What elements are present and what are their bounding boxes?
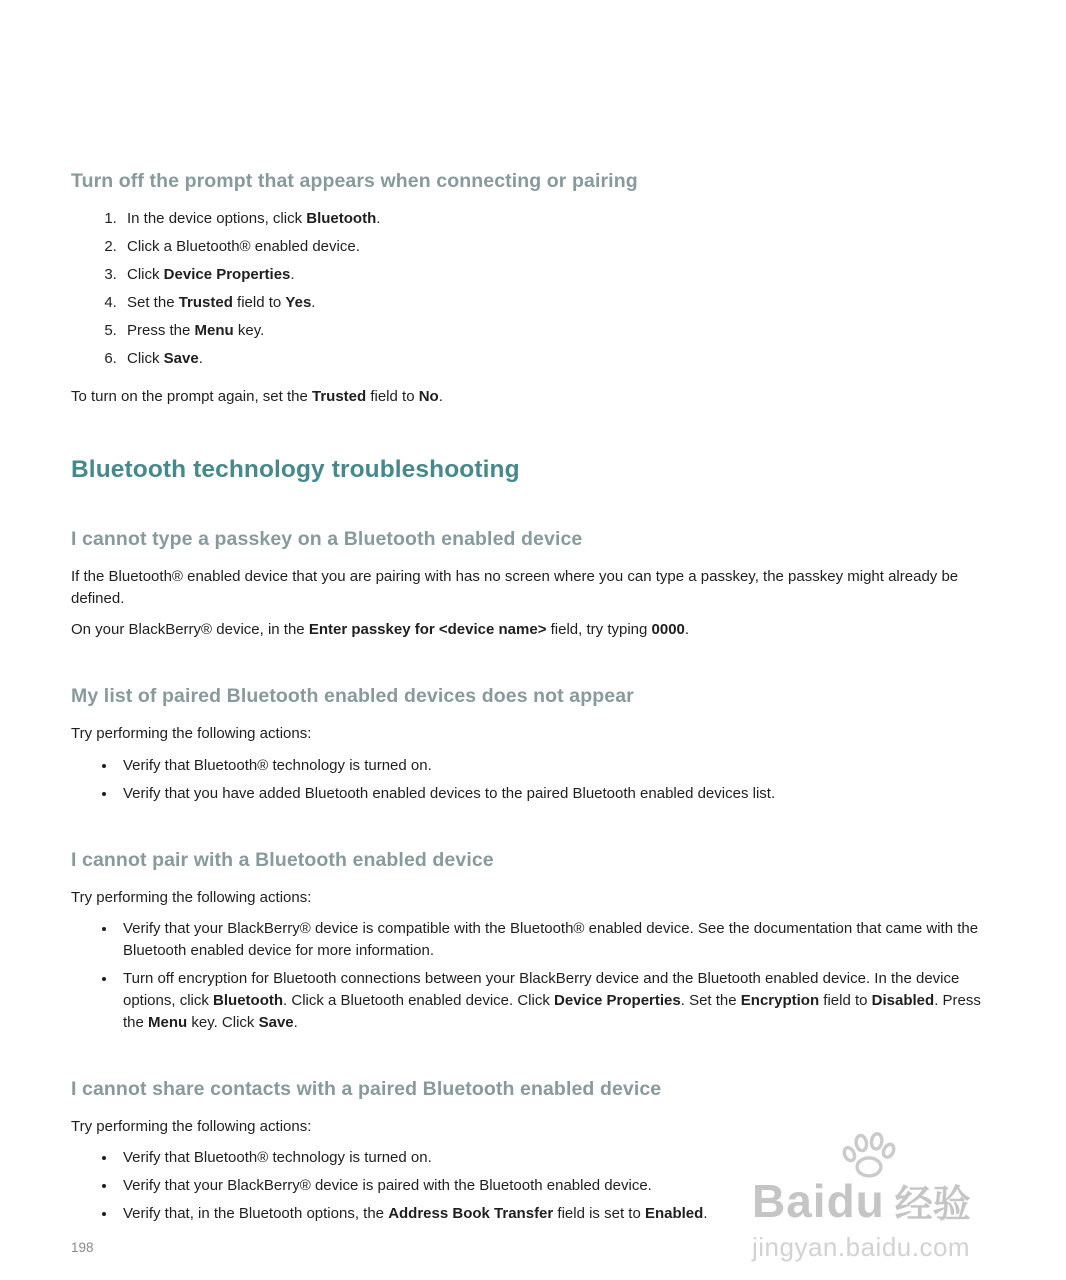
bullet-list (71, 918, 995, 1034)
text-run: To turn on the prompt again, set the (71, 388, 312, 406)
text-run-bold: Trusted (178, 294, 233, 312)
watermark-brand-cn: 经验 (894, 1184, 971, 1226)
text-run-bold: Encryption (740, 991, 820, 1009)
section-heading: I cannot share contacts with a paired Bluetooth enabled device (71, 1077, 662, 1100)
text-run: Set the (127, 294, 179, 312)
text-run: . (198, 350, 203, 368)
list-item (117, 783, 995, 805)
text-run-bold: Device Properties (554, 991, 681, 1009)
text-run: . Set the (680, 991, 741, 1009)
text-run: In the device options, click (127, 210, 307, 227)
page-number: 198 (71, 1240, 94, 1255)
watermark-brand-row (752, 1175, 1012, 1227)
document-body (71, 170, 995, 1225)
text-run: Try performing the following actions: (71, 1117, 312, 1135)
text-run: . Press the (123, 991, 981, 1031)
text-run: Verify that you have added Bluetooth enabled devices to the paired Bluetooth enabled devices list. (123, 784, 776, 802)
chapter-heading: Bluetooth technology troubleshooting (71, 456, 520, 484)
paragraph (71, 566, 995, 610)
watermark-url: jingyan.baidu.com (752, 1232, 971, 1262)
baidu-watermark (752, 1132, 1012, 1263)
text-run-bold: Device Properties (163, 266, 291, 284)
section-heading: My list of paired Bluetooth enabled devices does not appear (71, 685, 634, 708)
section-heading: I cannot pair with a Bluetooth enabled device (71, 848, 494, 871)
text-run: . (290, 266, 295, 284)
text-run: Try performing the following actions: (71, 888, 312, 906)
text-run: . (311, 294, 316, 312)
text-run-bold: Enabled (644, 1205, 704, 1223)
paragraph (71, 619, 995, 641)
list-item (121, 264, 995, 286)
text-run-bold: 0000 (651, 621, 685, 639)
paragraph (71, 386, 995, 408)
list-item (121, 236, 995, 258)
text-run: key. (233, 322, 265, 340)
text-run-bold: Bluetooth (213, 991, 284, 1009)
text-run-bold: Enter passkey for <device name> (308, 621, 547, 639)
text-run: If the Bluetooth® enabled device that you are pairing with has no screen where you can type a passkey, the passkey might already be defined. (71, 568, 959, 608)
text-run: field is set to (553, 1205, 645, 1223)
list-item (121, 320, 995, 342)
list-item (117, 755, 995, 777)
text-run: . (293, 1013, 298, 1031)
text-run: . (438, 388, 443, 406)
list-item (117, 968, 995, 1034)
text-run-bold: Save (258, 1013, 294, 1031)
paw-icon (840, 1132, 1012, 1178)
text-run: Press the (127, 322, 195, 340)
paragraph (71, 887, 995, 909)
bullet-list (71, 755, 995, 805)
text-run-bold: Bluetooth (306, 210, 377, 227)
text-run-bold: Trusted (311, 388, 367, 406)
text-run: Click (127, 350, 164, 368)
text-run-bold: Menu (148, 1013, 188, 1031)
text-run: . (376, 210, 381, 227)
section-heading: Turn off the prompt that appears when connecting or pairing (71, 170, 638, 192)
text-run-bold: Disabled (871, 991, 935, 1009)
text-run: Verify that your BlackBerry® device is paired with the Bluetooth enabled device. (123, 1176, 652, 1194)
text-run: Click a Bluetooth® enabled device. (127, 238, 360, 256)
text-run: field to (819, 991, 872, 1009)
numbered-list (71, 208, 995, 370)
text-run: Click (127, 266, 164, 284)
text-run-bold: Yes (285, 294, 312, 312)
list-item (121, 208, 995, 230)
text-run: field to (232, 294, 286, 312)
text-run: On your BlackBerry® device, in the (71, 621, 309, 639)
text-run: Verify that your BlackBerry® device is compatible with the Bluetooth® enabled device. See the documentation that came with the Bluetooth enabled device for more information. (123, 919, 979, 959)
list-item (117, 918, 995, 962)
list-item (121, 292, 995, 314)
text-run: Turn off encryption for Bluetooth connections between your BlackBerry device and the Bluetooth enabled device. In the device options, click (123, 969, 960, 1009)
text-run: . Click a Bluetooth enabled device. Click (283, 991, 555, 1009)
watermark-brand: Baidu (752, 1175, 885, 1227)
text-run-bold: Menu (194, 322, 234, 340)
text-run: field, try typing (546, 621, 652, 639)
text-run: Try performing the following actions: (71, 725, 312, 743)
text-run-bold: Address Book Transfer (388, 1205, 554, 1223)
text-run: key. Click (187, 1013, 259, 1031)
text-run: field to (366, 388, 419, 406)
text-run: Verify that, in the Bluetooth options, the (123, 1205, 389, 1223)
text-run: . (703, 1205, 708, 1223)
section-heading: I cannot type a passkey on a Bluetooth enabled device (71, 528, 583, 551)
text-run-bold: Save (163, 350, 199, 368)
text-run-bold: No (418, 388, 439, 406)
list-item (121, 348, 995, 370)
paragraph (71, 723, 995, 745)
text-run: Verify that Bluetooth® technology is turned on. (123, 756, 432, 774)
text-run: Verify that Bluetooth® technology is turned on. (123, 1148, 432, 1166)
text-run: . (684, 621, 690, 639)
